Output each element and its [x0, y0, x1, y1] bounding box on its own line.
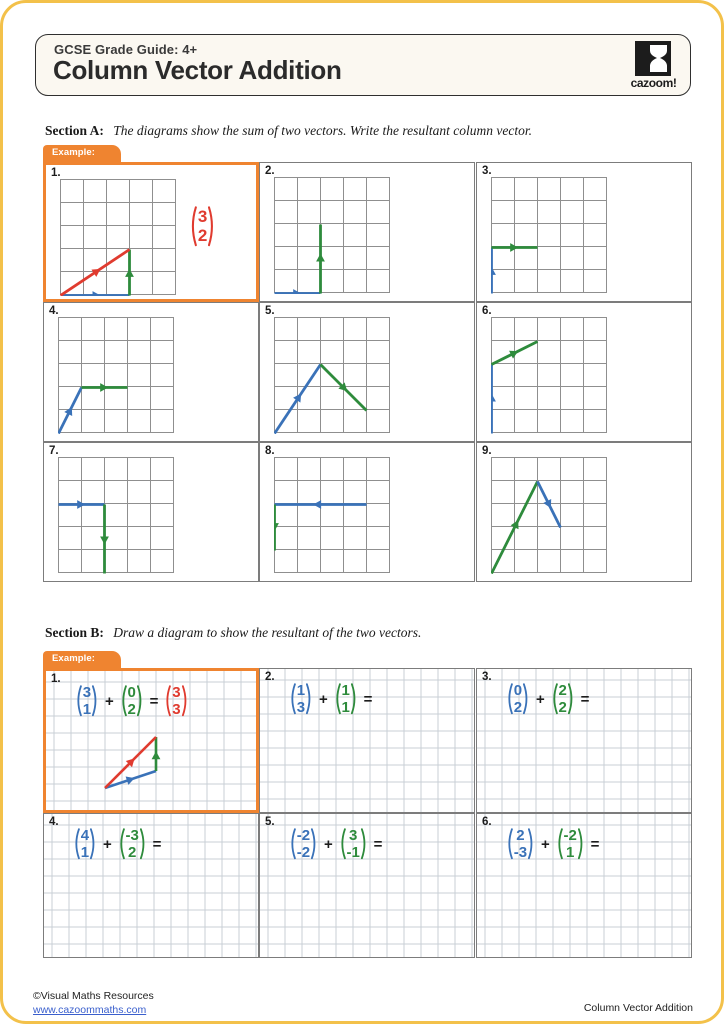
green-vector	[100, 505, 109, 574]
section-b-instruction: Draw a diagram to show the resultant of the two vectors.	[113, 625, 422, 640]
section-a-question-cell	[259, 162, 475, 302]
right-bracket-icon	[90, 825, 98, 863]
website-link[interactable]: www.cazoommaths.com	[33, 1004, 147, 1016]
cazoom-logo	[629, 41, 678, 91]
question-number: 3.	[482, 671, 492, 683]
question-number: 3.	[482, 165, 492, 177]
question-number: 8.	[265, 445, 275, 457]
column-vector	[550, 680, 576, 718]
blue-vector	[491, 248, 496, 294]
equals-sign: =	[580, 690, 590, 708]
vector-bottom-value: -2	[296, 844, 311, 861]
section-b-question-cell	[43, 813, 259, 958]
column-vector	[72, 825, 98, 863]
section-a-example-tab: Example:	[43, 145, 121, 162]
vector-bottom-value: -1	[346, 844, 360, 861]
section-a-question-cell	[476, 162, 692, 302]
vector-bottom-value: 2	[197, 226, 208, 246]
left-bracket-icon	[555, 825, 563, 863]
section-a-question-cell	[259, 302, 475, 442]
column-vector	[333, 680, 359, 718]
answer-column-vector	[188, 205, 217, 248]
green-vector	[316, 225, 325, 294]
equals-sign: =	[149, 692, 159, 710]
question-number: 6.	[482, 305, 492, 317]
question-number: 1.	[51, 167, 61, 179]
section-b-question-cell	[259, 813, 475, 958]
question-number: 5.	[265, 305, 275, 317]
vector-top-value: 3	[349, 826, 358, 844]
plus-sign: +	[535, 690, 545, 708]
vector-diagram	[274, 457, 391, 574]
vector-top-value: 3	[82, 683, 92, 701]
vector-top-value: 3	[172, 683, 181, 701]
vector-diagram	[46, 671, 259, 813]
equals-sign: =	[373, 835, 383, 853]
vector-bottom-value: 1	[82, 701, 92, 718]
plus-sign: +	[318, 690, 328, 708]
right-bracket-icon	[140, 825, 148, 863]
vector-top-value: -2	[563, 826, 577, 844]
question-number: 9.	[482, 445, 492, 457]
section-b-heading	[45, 625, 421, 641]
section-a-question-cell	[476, 302, 692, 442]
section-b-label: Section B:	[45, 625, 104, 640]
vector-bottom-value: -3	[513, 844, 528, 861]
vector-top-value: 2	[516, 826, 525, 844]
blue-vector	[275, 500, 367, 509]
vector-diagram	[491, 177, 608, 294]
right-bracket-icon	[361, 825, 369, 863]
footer-left	[33, 989, 154, 1017]
vector-bottom-value: 2	[513, 699, 523, 716]
copyright-text: ©Visual Maths Resources	[33, 990, 154, 1002]
section-b-example-tab: Example:	[43, 651, 121, 668]
green-vector	[125, 250, 134, 296]
section-a-question-cell	[43, 302, 259, 442]
blue-vector	[491, 365, 496, 434]
right-bracket-icon	[311, 825, 319, 863]
right-bracket-icon	[208, 205, 217, 248]
plus-sign: +	[102, 835, 112, 853]
question-number: 2.	[265, 671, 275, 683]
logo-mark-icon	[635, 41, 671, 76]
vector-diagram	[491, 457, 608, 574]
section-b-question-cell	[476, 668, 692, 813]
vector-top-value: 4	[80, 826, 90, 844]
vector-top-value: 0	[513, 681, 523, 699]
vector-diagram	[60, 179, 177, 296]
column-vector	[505, 680, 531, 718]
question-number: 2.	[265, 165, 275, 177]
right-bracket-icon	[523, 680, 531, 718]
vector-bottom-value: 3	[296, 699, 306, 716]
plus-sign: +	[540, 835, 550, 853]
question-number: 5.	[265, 816, 275, 828]
section-a-question-cell	[476, 442, 692, 582]
vector-expression	[288, 677, 372, 721]
section-a-question-cell	[43, 442, 259, 582]
section-a-example-cell	[43, 162, 259, 302]
right-bracket-icon	[351, 680, 359, 718]
column-vector	[555, 825, 586, 863]
right-bracket-icon	[306, 680, 314, 718]
left-bracket-icon	[72, 825, 80, 863]
left-bracket-icon	[505, 825, 513, 863]
left-bracket-icon	[188, 205, 197, 248]
plus-sign: +	[104, 692, 114, 710]
section-a-instruction: The diagrams show the sum of two vectors. Write the resultant column vector.	[113, 123, 532, 138]
vector-top-value: 0	[127, 683, 136, 701]
vector-top-value: 2	[558, 681, 567, 699]
vector-expression	[505, 677, 589, 721]
grade-guide-label: GCSE Grade Guide: 4+	[54, 42, 198, 57]
vector-diagram	[491, 317, 608, 434]
left-bracket-icon	[288, 825, 296, 863]
right-bracket-icon	[578, 825, 586, 863]
vector-diagram	[274, 177, 391, 294]
blue-vector	[538, 482, 561, 528]
footer-title: Column Vector Addition	[583, 1002, 693, 1014]
page-title: Column Vector Addition	[53, 55, 342, 85]
plus-sign: +	[323, 835, 333, 853]
equals-sign: =	[152, 835, 162, 853]
question-number: 7.	[49, 445, 59, 457]
section-a-heading	[45, 123, 532, 139]
red-resultant	[61, 250, 130, 296]
question-number: 6.	[482, 816, 492, 828]
left-bracket-icon	[117, 825, 125, 863]
column-vector	[505, 825, 536, 863]
vector-diagram	[58, 457, 175, 574]
right-bracket-icon	[568, 680, 576, 718]
equals-sign: =	[590, 835, 600, 853]
hourglass-icon	[649, 44, 668, 73]
vector-bottom-value: 2	[128, 844, 137, 861]
section-b-question-cell	[259, 668, 475, 813]
left-bracket-icon	[505, 680, 513, 718]
column-vector	[288, 825, 319, 863]
vector-bottom-value: 1	[341, 699, 350, 716]
left-bracket-icon	[333, 680, 341, 718]
vector-expression	[505, 822, 599, 866]
vector-top-value: -3	[125, 826, 139, 844]
left-bracket-icon	[338, 825, 346, 863]
vector-bottom-value: 2	[558, 699, 567, 716]
question-number: 4.	[49, 305, 59, 317]
column-vector	[338, 825, 369, 863]
green-vector	[274, 505, 279, 551]
vector-bottom-value: 1	[566, 844, 575, 861]
vector-top-value: 1	[296, 681, 306, 699]
equals-sign: =	[363, 690, 373, 708]
vector-diagram	[274, 317, 391, 434]
column-vector	[117, 825, 148, 863]
section-b-example-cell	[43, 668, 259, 813]
blue-vector	[59, 388, 82, 434]
blue-vector	[61, 291, 130, 296]
header-banner	[35, 34, 691, 96]
vector-expression	[72, 822, 161, 866]
vector-bottom-value: 2	[127, 701, 136, 718]
right-bracket-icon	[528, 825, 536, 863]
section-b-question-cell	[476, 813, 692, 958]
logo-wordmark: cazoom!	[630, 76, 677, 90]
green-vector	[152, 737, 161, 771]
column-vector	[188, 205, 217, 248]
column-vector	[288, 680, 314, 718]
section-a-question-cell	[259, 442, 475, 582]
left-bracket-icon	[550, 680, 558, 718]
vector-expression	[288, 822, 382, 866]
question-number: 4.	[49, 816, 59, 828]
vector-bottom-value: 3	[172, 701, 181, 718]
vector-top-value: 1	[341, 681, 350, 699]
left-bracket-icon	[288, 680, 296, 718]
question-number: 1.	[51, 673, 61, 685]
vector-bottom-value: 1	[80, 844, 90, 861]
section-a-label: Section A:	[45, 123, 104, 138]
vector-top-value: -2	[296, 826, 311, 844]
vector-diagram	[58, 317, 175, 434]
vector-top-value: 3	[197, 206, 208, 226]
